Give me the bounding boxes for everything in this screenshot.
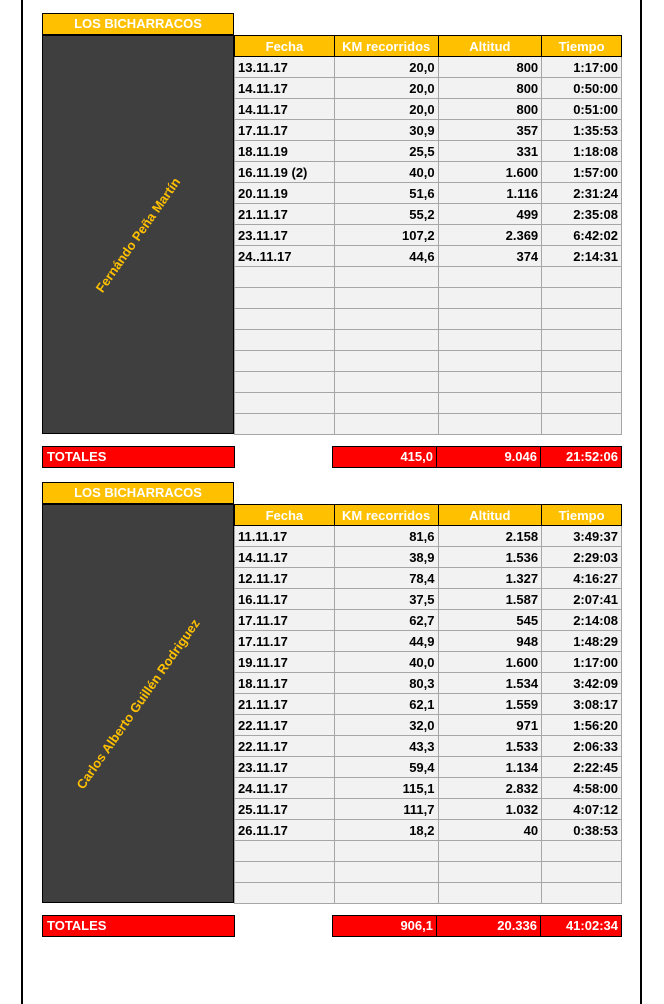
time-cell: 2:14:31 [542,246,622,267]
table-row [235,568,622,589]
time-cell: 3:42:09 [542,673,622,694]
date-cell: 24..11.17 [235,246,335,267]
km-cell [334,372,438,393]
totals-label: TOTALES [42,446,235,468]
rider-name: Fernándo Peña Martín [92,174,184,295]
altitude-cell [438,330,542,351]
total-time: 21:52:06 [565,449,618,464]
altitude-cell: 1.032 [438,799,542,820]
km-cell: 18,2 [334,820,438,841]
totals-label: TOTALES [42,915,235,937]
table-row [235,778,622,799]
table-row [235,351,622,372]
km-cell [334,288,438,309]
date-cell [235,288,335,309]
altitude-cell [438,393,542,414]
altitude-cell: 1.134 [438,757,542,778]
time-cell: 6:42:02 [542,225,622,246]
date-cell: 14.11.17 [235,547,335,568]
time-cell: 1:35:53 [542,120,622,141]
altitude-cell: 1.587 [438,589,542,610]
column-header: KM recorridos [334,36,438,57]
date-cell: 16.11.19 (2) [235,162,335,183]
km-cell [334,883,438,904]
date-cell [235,372,335,393]
time-cell [542,393,622,414]
altitude-cell [438,351,542,372]
km-cell [334,393,438,414]
altitude-cell: 1.559 [438,694,542,715]
km-cell: 55,2 [334,204,438,225]
table-row [235,547,622,568]
date-cell [235,883,335,904]
km-cell: 81,6 [334,526,438,547]
altitude-cell: 1.600 [438,652,542,673]
total-altitude: 20.336 [437,916,541,936]
time-cell [542,267,622,288]
time-cell: 0:50:00 [542,78,622,99]
altitude-cell [438,267,542,288]
time-cell: 2:14:08 [542,610,622,631]
altitude-cell: 800 [438,78,542,99]
time-cell: 4:16:27 [542,568,622,589]
km-cell: 111,7 [334,799,438,820]
date-cell: 18.11.17 [235,673,335,694]
table-row [235,862,622,883]
time-cell: 2:35:08 [542,204,622,225]
km-cell [334,862,438,883]
time-cell: 2:22:45 [542,757,622,778]
date-cell: 13.11.17 [235,57,335,78]
time-cell: 3:49:37 [542,526,622,547]
time-cell [542,309,622,330]
date-cell: 17.11.17 [235,610,335,631]
column-header: Fecha [235,36,335,57]
km-cell [334,351,438,372]
altitude-cell [438,309,542,330]
time-cell [542,414,622,435]
total-km: 906,1 [333,916,437,936]
column-header: Tiempo [542,505,622,526]
table-row [235,183,622,204]
table-row [235,246,622,267]
km-cell: 20,0 [334,99,438,120]
km-cell: 30,9 [334,120,438,141]
km-cell [334,309,438,330]
km-cell: 40,0 [334,162,438,183]
altitude-cell [438,883,542,904]
date-cell [235,862,335,883]
table-row [235,799,622,820]
altitude-cell: 1.600 [438,162,542,183]
totals-values [332,915,622,937]
km-cell [334,267,438,288]
km-cell: 80,3 [334,673,438,694]
km-cell [334,330,438,351]
table-row [235,330,622,351]
table-row [235,225,622,246]
date-cell: 11.11.17 [235,526,335,547]
date-cell: 21.11.17 [235,204,335,225]
team-title: LOS BICHARRACOS [42,482,234,504]
table-row [235,414,622,435]
date-cell: 20.11.19 [235,183,335,204]
date-cell: 23.11.17 [235,225,335,246]
altitude-cell: 971 [438,715,542,736]
table-row [235,57,622,78]
altitude-cell: 1.533 [438,736,542,757]
right-page-border [640,0,642,1004]
altitude-cell: 545 [438,610,542,631]
altitude-cell [438,288,542,309]
date-cell: 16.11.17 [235,589,335,610]
km-cell: 62,1 [334,694,438,715]
altitude-cell [438,841,542,862]
altitude-cell [438,862,542,883]
table-header-row [235,505,622,526]
km-cell [334,841,438,862]
ride-log-table [234,35,622,435]
table-row [235,820,622,841]
time-cell: 1:17:00 [542,57,622,78]
table-header-row [235,36,622,57]
ride-log-table [234,504,622,904]
table-row [235,631,622,652]
km-cell [334,414,438,435]
time-cell: 2:29:03 [542,547,622,568]
km-cell: 20,0 [334,57,438,78]
time-cell: 1:57:00 [542,162,622,183]
date-cell: 21.11.17 [235,694,335,715]
date-cell [235,393,335,414]
km-cell: 20,0 [334,78,438,99]
table-row [235,610,622,631]
table-row [235,841,622,862]
time-cell [542,330,622,351]
time-cell: 0:51:00 [542,99,622,120]
table-row [235,372,622,393]
time-cell [542,288,622,309]
date-cell: 14.11.17 [235,99,335,120]
left-page-border [21,0,23,1004]
km-cell: 38,9 [334,547,438,568]
altitude-cell: 2.369 [438,225,542,246]
time-cell: 1:56:20 [542,715,622,736]
table-row [235,673,622,694]
time-cell: 1:48:29 [542,631,622,652]
date-cell [235,309,335,330]
time-cell: 1:18:08 [542,141,622,162]
time-cell [542,351,622,372]
km-cell: 37,5 [334,589,438,610]
altitude-cell: 40 [438,820,542,841]
altitude-cell: 331 [438,141,542,162]
date-cell: 14.11.17 [235,78,335,99]
km-cell: 78,4 [334,568,438,589]
altitude-cell: 1.327 [438,568,542,589]
altitude-cell: 357 [438,120,542,141]
table-row [235,141,622,162]
time-cell: 4:58:00 [542,778,622,799]
time-cell: 2:31:24 [542,183,622,204]
table-row [235,288,622,309]
date-cell: 22.11.17 [235,736,335,757]
table-row [235,589,622,610]
altitude-cell: 374 [438,246,542,267]
table-row [235,736,622,757]
totals-values [332,446,622,468]
date-cell: 24.11.17 [235,778,335,799]
date-cell: 23.11.17 [235,757,335,778]
date-cell: 26.11.17 [235,820,335,841]
date-cell: 18.11.19 [235,141,335,162]
altitude-cell: 800 [438,99,542,120]
rider-name-panel [42,504,234,903]
km-cell: 25,5 [334,141,438,162]
date-cell [235,330,335,351]
table-row [235,757,622,778]
altitude-cell [438,414,542,435]
date-cell: 25.11.17 [235,799,335,820]
date-cell: 19.11.17 [235,652,335,673]
date-cell [235,414,335,435]
km-cell: 115,1 [334,778,438,799]
date-cell [235,841,335,862]
date-cell: 17.11.17 [235,631,335,652]
altitude-cell: 948 [438,631,542,652]
table-row [235,652,622,673]
date-cell [235,267,335,288]
altitude-cell: 2.158 [438,526,542,547]
time-cell: 2:06:33 [542,736,622,757]
column-header: KM recorridos [334,505,438,526]
km-cell: 51,6 [334,183,438,204]
time-cell [542,841,622,862]
table-row [235,393,622,414]
km-cell: 59,4 [334,757,438,778]
altitude-cell [438,372,542,393]
time-cell [542,372,622,393]
table-row [235,694,622,715]
time-cell: 4:07:12 [542,799,622,820]
altitude-cell: 800 [438,57,542,78]
table-row [235,715,622,736]
total-time: 41:02:34 [565,918,618,933]
time-cell: 2:07:41 [542,589,622,610]
time-cell: 3:08:17 [542,694,622,715]
date-cell: 17.11.17 [235,120,335,141]
date-cell [235,351,335,372]
table-row [235,162,622,183]
table-row [235,883,622,904]
date-cell: 22.11.17 [235,715,335,736]
total-altitude: 9.046 [437,447,541,467]
table-row [235,204,622,225]
table-row [235,309,622,330]
table-row [235,120,622,141]
altitude-cell: 1.536 [438,547,542,568]
table-row [235,526,622,547]
column-header: Altitud [438,505,542,526]
km-cell: 32,0 [334,715,438,736]
km-cell: 44,9 [334,631,438,652]
km-cell: 107,2 [334,225,438,246]
km-cell: 40,0 [334,652,438,673]
time-cell [542,883,622,904]
table-row [235,99,622,120]
column-header: Tiempo [542,36,622,57]
time-cell [542,862,622,883]
rider-name: Carlos Alberto Guillén Rodriguez [73,615,203,792]
altitude-cell: 1.116 [438,183,542,204]
km-cell: 44,6 [334,246,438,267]
total-km: 415,0 [333,447,437,467]
column-header: Fecha [235,505,335,526]
altitude-cell: 1.534 [438,673,542,694]
table-row [235,267,622,288]
team-title: LOS BICHARRACOS [42,13,234,35]
altitude-cell: 499 [438,204,542,225]
km-cell: 62,7 [334,610,438,631]
time-cell: 0:38:53 [542,820,622,841]
km-cell: 43,3 [334,736,438,757]
altitude-cell: 2.832 [438,778,542,799]
time-cell: 1:17:00 [542,652,622,673]
rider-name-panel [42,35,234,434]
column-header: Altitud [438,36,542,57]
date-cell: 12.11.17 [235,568,335,589]
table-row [235,78,622,99]
